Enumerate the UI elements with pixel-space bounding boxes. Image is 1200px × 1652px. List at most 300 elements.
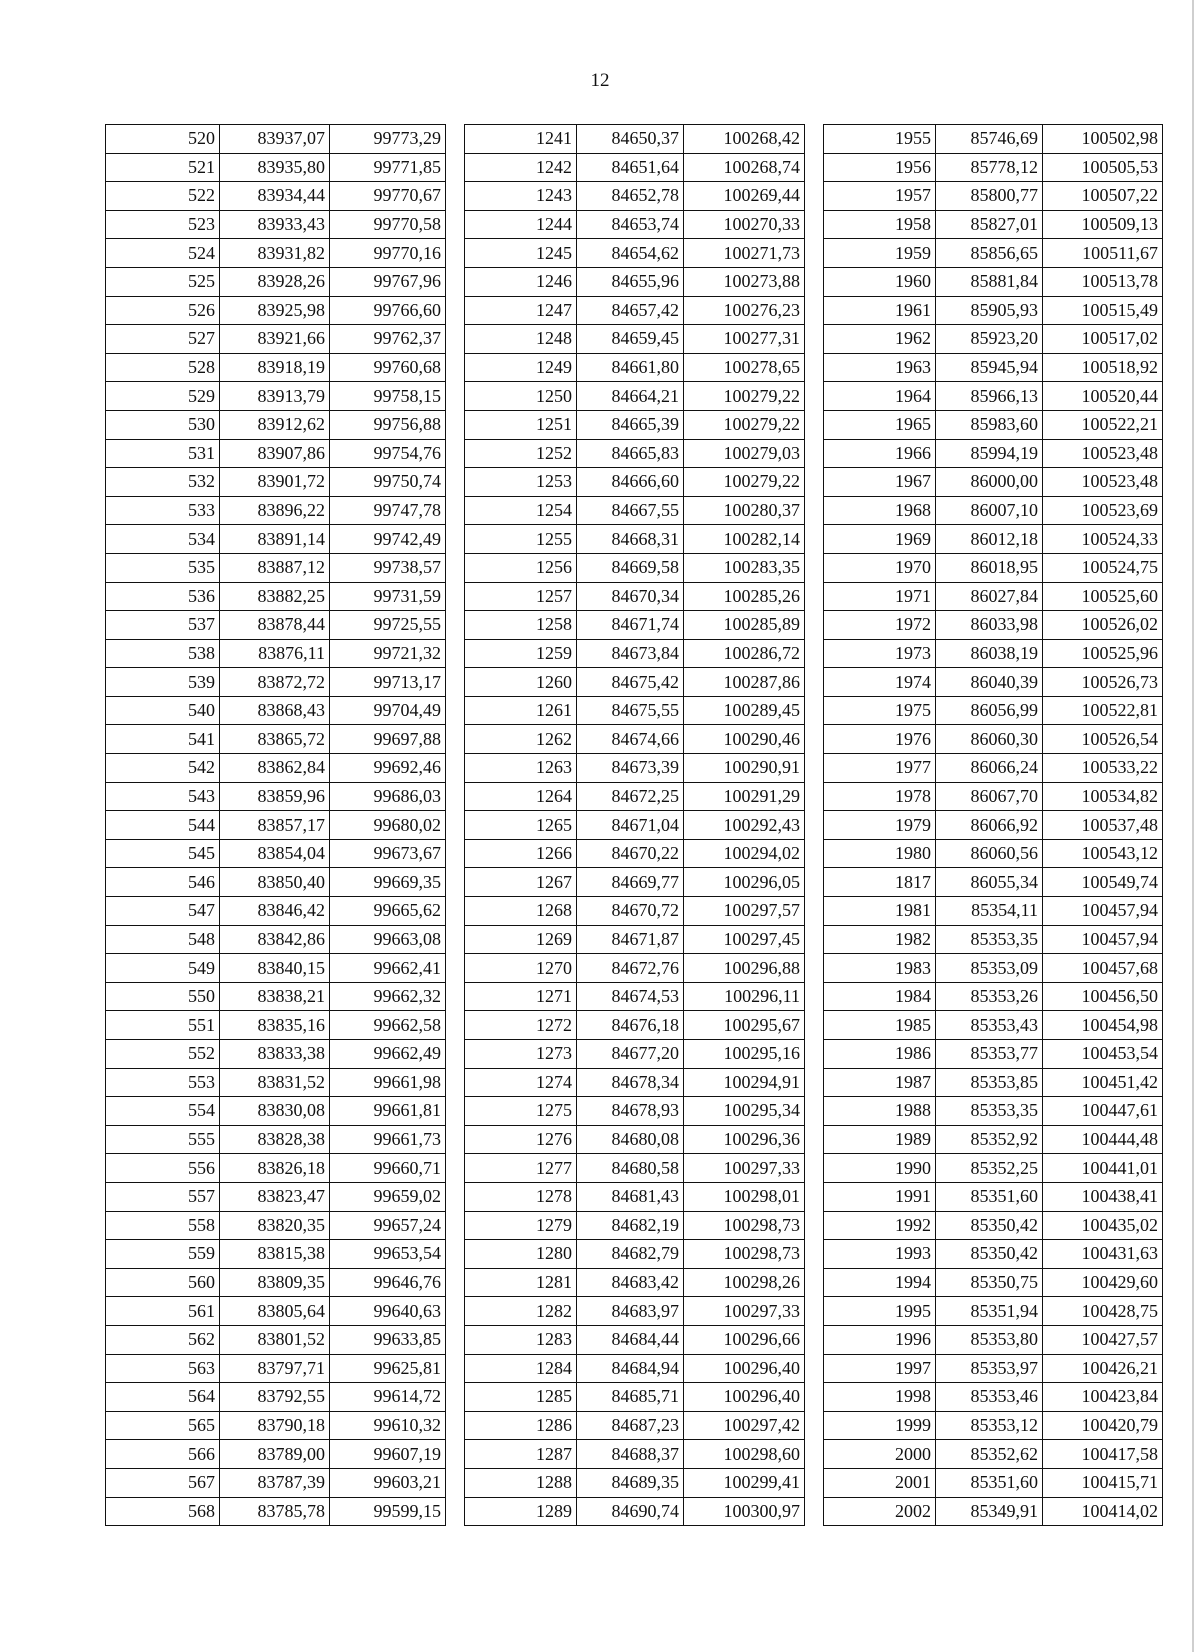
x-coordinate-cell: 83785,78 xyxy=(220,1497,330,1526)
x-coordinate-cell: 83801,52 xyxy=(220,1325,330,1354)
x-coordinate-cell: 83872,72 xyxy=(220,668,330,697)
table-row xyxy=(824,325,1163,354)
x-coordinate-cell: 84654,62 xyxy=(577,239,684,268)
x-coordinate-cell: 83878,44 xyxy=(220,611,330,640)
table-row xyxy=(106,611,446,640)
point-number-cell: 2001 xyxy=(824,1468,936,1497)
table-row xyxy=(824,982,1163,1011)
point-number-cell: 563 xyxy=(106,1354,220,1383)
point-number-cell: 520 xyxy=(106,125,220,154)
x-coordinate-cell: 83918,19 xyxy=(220,353,330,382)
coordinate-table-2 xyxy=(464,124,805,1526)
x-coordinate-cell: 83934,44 xyxy=(220,182,330,211)
y-coordinate-cell: 100271,73 xyxy=(684,239,805,268)
table-row xyxy=(106,839,446,868)
x-coordinate-cell: 85351,60 xyxy=(936,1468,1043,1497)
table-row xyxy=(465,639,805,668)
y-coordinate-cell: 100298,60 xyxy=(684,1440,805,1469)
table-row xyxy=(106,153,446,182)
x-coordinate-cell: 83925,98 xyxy=(220,296,330,325)
table-row xyxy=(824,754,1163,783)
x-coordinate-cell: 84666,60 xyxy=(577,468,684,497)
x-coordinate-cell: 86033,98 xyxy=(936,611,1043,640)
table-row xyxy=(465,353,805,382)
y-coordinate-cell: 100524,33 xyxy=(1043,525,1163,554)
table-row xyxy=(824,668,1163,697)
y-coordinate-cell: 100522,81 xyxy=(1043,696,1163,725)
point-number-cell: 1979 xyxy=(824,811,936,840)
x-coordinate-cell: 86060,30 xyxy=(936,725,1043,754)
table-row xyxy=(465,210,805,239)
y-coordinate-cell: 100294,02 xyxy=(684,839,805,868)
y-coordinate-cell: 99646,76 xyxy=(330,1268,446,1297)
y-coordinate-cell: 100441,01 xyxy=(1043,1154,1163,1183)
table-row xyxy=(465,1068,805,1097)
point-number-cell: 541 xyxy=(106,725,220,754)
table-row xyxy=(824,1468,1163,1497)
y-coordinate-cell: 99653,54 xyxy=(330,1240,446,1269)
x-coordinate-cell: 85350,42 xyxy=(936,1211,1043,1240)
point-number-cell: 1971 xyxy=(824,582,936,611)
x-coordinate-cell: 83854,04 xyxy=(220,839,330,868)
point-number-cell: 1253 xyxy=(465,468,577,497)
y-coordinate-cell: 100299,41 xyxy=(684,1468,805,1497)
table-row xyxy=(824,925,1163,954)
table-row xyxy=(106,553,446,582)
x-coordinate-cell: 83828,38 xyxy=(220,1125,330,1154)
table-row xyxy=(824,496,1163,525)
x-coordinate-cell: 86040,39 xyxy=(936,668,1043,697)
table-row xyxy=(824,811,1163,840)
table-row xyxy=(824,611,1163,640)
y-coordinate-cell: 100295,16 xyxy=(684,1040,805,1069)
coordinate-table-3 xyxy=(823,124,1163,1526)
point-number-cell: 559 xyxy=(106,1240,220,1269)
table-row xyxy=(824,1497,1163,1526)
point-number-cell: 1983 xyxy=(824,954,936,983)
y-coordinate-cell: 99760,68 xyxy=(330,353,446,382)
y-coordinate-cell: 99662,49 xyxy=(330,1040,446,1069)
y-coordinate-cell: 100524,75 xyxy=(1043,553,1163,582)
x-coordinate-cell: 84671,74 xyxy=(577,611,684,640)
table-row xyxy=(106,582,446,611)
x-coordinate-cell: 84674,66 xyxy=(577,725,684,754)
table-row xyxy=(106,525,446,554)
point-number-cell: 1956 xyxy=(824,153,936,182)
y-coordinate-cell: 99754,76 xyxy=(330,439,446,468)
y-coordinate-cell: 100292,43 xyxy=(684,811,805,840)
y-coordinate-cell: 100297,33 xyxy=(684,1154,805,1183)
point-number-cell: 1257 xyxy=(465,582,577,611)
table-row xyxy=(824,696,1163,725)
point-number-cell: 1996 xyxy=(824,1325,936,1354)
x-coordinate-cell: 85353,35 xyxy=(936,925,1043,954)
table-row xyxy=(106,239,446,268)
y-coordinate-cell: 100296,05 xyxy=(684,868,805,897)
table-row xyxy=(824,1125,1163,1154)
table-row xyxy=(465,296,805,325)
point-number-cell: 1970 xyxy=(824,553,936,582)
point-number-cell: 1280 xyxy=(465,1240,577,1269)
y-coordinate-cell: 99662,32 xyxy=(330,982,446,1011)
x-coordinate-cell: 84687,23 xyxy=(577,1411,684,1440)
y-coordinate-cell: 100295,67 xyxy=(684,1011,805,1040)
table-row xyxy=(106,296,446,325)
table-row xyxy=(824,1383,1163,1412)
y-coordinate-cell: 99680,02 xyxy=(330,811,446,840)
x-coordinate-cell: 83815,38 xyxy=(220,1240,330,1269)
y-coordinate-cell: 100502,98 xyxy=(1043,125,1163,154)
table-row xyxy=(106,1068,446,1097)
point-number-cell: 1284 xyxy=(465,1354,577,1383)
y-coordinate-cell: 100444,48 xyxy=(1043,1125,1163,1154)
table-row xyxy=(824,1040,1163,1069)
y-coordinate-cell: 100298,26 xyxy=(684,1268,805,1297)
point-number-cell: 1261 xyxy=(465,696,577,725)
x-coordinate-cell: 84661,80 xyxy=(577,353,684,382)
table-row xyxy=(106,811,446,840)
x-coordinate-cell: 84689,35 xyxy=(577,1468,684,1497)
table-row xyxy=(824,239,1163,268)
y-coordinate-cell: 100522,21 xyxy=(1043,410,1163,439)
x-coordinate-cell: 84677,20 xyxy=(577,1040,684,1069)
y-coordinate-cell: 99603,21 xyxy=(330,1468,446,1497)
x-coordinate-cell: 83933,43 xyxy=(220,210,330,239)
y-coordinate-cell: 100534,82 xyxy=(1043,782,1163,811)
x-coordinate-cell: 84678,93 xyxy=(577,1097,684,1126)
x-coordinate-cell: 84659,45 xyxy=(577,325,684,354)
table-row xyxy=(824,296,1163,325)
x-coordinate-cell: 85353,26 xyxy=(936,982,1043,1011)
x-coordinate-cell: 85905,93 xyxy=(936,296,1043,325)
y-coordinate-cell: 100290,91 xyxy=(684,754,805,783)
table-row xyxy=(106,1268,446,1297)
table-row xyxy=(106,468,446,497)
point-number-cell: 1275 xyxy=(465,1097,577,1126)
x-coordinate-cell: 84652,78 xyxy=(577,182,684,211)
table-row xyxy=(465,153,805,182)
y-coordinate-cell: 100523,69 xyxy=(1043,496,1163,525)
point-number-cell: 1259 xyxy=(465,639,577,668)
x-coordinate-cell: 83797,71 xyxy=(220,1354,330,1383)
y-coordinate-cell: 99614,72 xyxy=(330,1383,446,1412)
x-coordinate-cell: 84685,71 xyxy=(577,1383,684,1412)
y-coordinate-cell: 100507,22 xyxy=(1043,182,1163,211)
y-coordinate-cell: 100451,42 xyxy=(1043,1068,1163,1097)
x-coordinate-cell: 83928,26 xyxy=(220,267,330,296)
x-coordinate-cell: 85994,19 xyxy=(936,439,1043,468)
y-coordinate-cell: 100290,46 xyxy=(684,725,805,754)
x-coordinate-cell: 86018,95 xyxy=(936,553,1043,582)
point-number-cell: 1287 xyxy=(465,1440,577,1469)
y-coordinate-cell: 99661,98 xyxy=(330,1068,446,1097)
point-number-cell: 531 xyxy=(106,439,220,468)
table-row xyxy=(824,1211,1163,1240)
point-number-cell: 1249 xyxy=(465,353,577,382)
table-row xyxy=(465,382,805,411)
table-row xyxy=(824,1240,1163,1269)
x-coordinate-cell: 84667,55 xyxy=(577,496,684,525)
point-number-cell: 568 xyxy=(106,1497,220,1526)
y-coordinate-cell: 100454,98 xyxy=(1043,1011,1163,1040)
point-number-cell: 1242 xyxy=(465,153,577,182)
x-coordinate-cell: 83831,52 xyxy=(220,1068,330,1097)
table-row xyxy=(465,1182,805,1211)
y-coordinate-cell: 100435,02 xyxy=(1043,1211,1163,1240)
y-coordinate-cell: 100414,02 xyxy=(1043,1497,1163,1526)
table-row xyxy=(824,725,1163,754)
x-coordinate-cell: 85856,65 xyxy=(936,239,1043,268)
point-number-cell: 544 xyxy=(106,811,220,840)
x-coordinate-cell: 85945,94 xyxy=(936,353,1043,382)
table-row xyxy=(465,553,805,582)
table-row xyxy=(465,182,805,211)
x-coordinate-cell: 84653,74 xyxy=(577,210,684,239)
table-row xyxy=(465,1211,805,1240)
x-coordinate-cell: 85352,25 xyxy=(936,1154,1043,1183)
point-number-cell: 1973 xyxy=(824,639,936,668)
point-number-cell: 1288 xyxy=(465,1468,577,1497)
y-coordinate-cell: 100282,14 xyxy=(684,525,805,554)
y-coordinate-cell: 100526,54 xyxy=(1043,725,1163,754)
x-coordinate-cell: 83787,39 xyxy=(220,1468,330,1497)
y-coordinate-cell: 99770,16 xyxy=(330,239,446,268)
table-row xyxy=(465,982,805,1011)
point-number-cell: 1241 xyxy=(465,125,577,154)
x-coordinate-cell: 84676,18 xyxy=(577,1011,684,1040)
y-coordinate-cell: 99731,59 xyxy=(330,582,446,611)
x-coordinate-cell: 84680,58 xyxy=(577,1154,684,1183)
table-row xyxy=(465,267,805,296)
table-row xyxy=(106,1097,446,1126)
x-coordinate-cell: 85353,77 xyxy=(936,1040,1043,1069)
point-number-cell: 1270 xyxy=(465,954,577,983)
y-coordinate-cell: 100270,33 xyxy=(684,210,805,239)
x-coordinate-cell: 86066,92 xyxy=(936,811,1043,840)
table-row xyxy=(824,210,1163,239)
point-number-cell: 549 xyxy=(106,954,220,983)
table-row xyxy=(824,182,1163,211)
x-coordinate-cell: 83857,17 xyxy=(220,811,330,840)
table-row xyxy=(824,267,1163,296)
table-row xyxy=(106,668,446,697)
y-coordinate-cell: 100296,11 xyxy=(684,982,805,1011)
table-row xyxy=(106,267,446,296)
x-coordinate-cell: 83789,00 xyxy=(220,1440,330,1469)
point-number-cell: 1992 xyxy=(824,1211,936,1240)
table-row xyxy=(106,1354,446,1383)
y-coordinate-cell: 99756,88 xyxy=(330,410,446,439)
table-row xyxy=(106,410,446,439)
point-number-cell: 528 xyxy=(106,353,220,382)
point-number-cell: 1968 xyxy=(824,496,936,525)
point-number-cell: 1269 xyxy=(465,925,577,954)
y-coordinate-cell: 100268,74 xyxy=(684,153,805,182)
point-number-cell: 1994 xyxy=(824,1268,936,1297)
y-coordinate-cell: 100431,63 xyxy=(1043,1240,1163,1269)
x-coordinate-cell: 83876,11 xyxy=(220,639,330,668)
x-coordinate-cell: 85352,62 xyxy=(936,1440,1043,1469)
y-coordinate-cell: 100289,45 xyxy=(684,696,805,725)
point-number-cell: 1993 xyxy=(824,1240,936,1269)
page-number: 12 xyxy=(590,70,610,91)
y-coordinate-cell: 99599,15 xyxy=(330,1497,446,1526)
y-coordinate-cell: 100549,74 xyxy=(1043,868,1163,897)
point-number-cell: 1976 xyxy=(824,725,936,754)
x-coordinate-cell: 85923,20 xyxy=(936,325,1043,354)
table-row xyxy=(824,839,1163,868)
y-coordinate-cell: 100429,60 xyxy=(1043,1268,1163,1297)
point-number-cell: 545 xyxy=(106,839,220,868)
point-number-cell: 1254 xyxy=(465,496,577,525)
table-row xyxy=(106,954,446,983)
point-number-cell: 537 xyxy=(106,611,220,640)
y-coordinate-cell: 100286,72 xyxy=(684,639,805,668)
point-number-cell: 558 xyxy=(106,1211,220,1240)
y-coordinate-cell: 100518,92 xyxy=(1043,353,1163,382)
x-coordinate-cell: 83868,43 xyxy=(220,696,330,725)
table-row xyxy=(465,496,805,525)
table-row xyxy=(465,1154,805,1183)
y-coordinate-cell: 99747,78 xyxy=(330,496,446,525)
table-row xyxy=(106,696,446,725)
y-coordinate-cell: 99758,15 xyxy=(330,382,446,411)
point-number-cell: 1960 xyxy=(824,267,936,296)
point-number-cell: 1283 xyxy=(465,1325,577,1354)
point-number-cell: 1817 xyxy=(824,868,936,897)
point-number-cell: 1268 xyxy=(465,897,577,926)
table-row xyxy=(106,1040,446,1069)
x-coordinate-cell: 86000,00 xyxy=(936,468,1043,497)
y-coordinate-cell: 100423,84 xyxy=(1043,1383,1163,1412)
point-number-cell: 1255 xyxy=(465,525,577,554)
y-coordinate-cell: 100526,02 xyxy=(1043,611,1163,640)
point-number-cell: 1964 xyxy=(824,382,936,411)
point-number-cell: 1244 xyxy=(465,210,577,239)
point-number-cell: 1276 xyxy=(465,1125,577,1154)
x-coordinate-cell: 85353,85 xyxy=(936,1068,1043,1097)
y-coordinate-cell: 99663,08 xyxy=(330,925,446,954)
x-coordinate-cell: 83912,62 xyxy=(220,410,330,439)
x-coordinate-cell: 84665,39 xyxy=(577,410,684,439)
point-number-cell: 556 xyxy=(106,1154,220,1183)
point-number-cell: 1986 xyxy=(824,1040,936,1069)
point-number-cell: 1961 xyxy=(824,296,936,325)
point-number-cell: 564 xyxy=(106,1383,220,1412)
point-number-cell: 1981 xyxy=(824,897,936,926)
x-coordinate-cell: 84675,55 xyxy=(577,696,684,725)
x-coordinate-cell: 83850,40 xyxy=(220,868,330,897)
y-coordinate-cell: 100505,53 xyxy=(1043,153,1163,182)
y-coordinate-cell: 100273,88 xyxy=(684,267,805,296)
table-row xyxy=(465,1411,805,1440)
x-coordinate-cell: 83921,66 xyxy=(220,325,330,354)
x-coordinate-cell: 85353,12 xyxy=(936,1411,1043,1440)
y-coordinate-cell: 99692,46 xyxy=(330,754,446,783)
table-row xyxy=(465,468,805,497)
x-coordinate-cell: 83820,35 xyxy=(220,1211,330,1240)
point-number-cell: 1266 xyxy=(465,839,577,868)
table-row xyxy=(824,439,1163,468)
table-row xyxy=(824,954,1163,983)
y-coordinate-cell: 100457,94 xyxy=(1043,925,1163,954)
table-row xyxy=(465,1354,805,1383)
x-coordinate-cell: 83846,42 xyxy=(220,897,330,926)
y-coordinate-cell: 100415,71 xyxy=(1043,1468,1163,1497)
x-coordinate-cell: 85351,94 xyxy=(936,1297,1043,1326)
table-row xyxy=(824,125,1163,154)
y-coordinate-cell: 100457,94 xyxy=(1043,897,1163,926)
table-row xyxy=(465,1383,805,1412)
table-row xyxy=(106,639,446,668)
point-number-cell: 524 xyxy=(106,239,220,268)
point-number-cell: 1278 xyxy=(465,1182,577,1211)
table-row xyxy=(106,1240,446,1269)
x-coordinate-cell: 85778,12 xyxy=(936,153,1043,182)
point-number-cell: 1984 xyxy=(824,982,936,1011)
x-coordinate-cell: 84673,84 xyxy=(577,639,684,668)
y-coordinate-cell: 100537,48 xyxy=(1043,811,1163,840)
x-coordinate-cell: 84669,58 xyxy=(577,553,684,582)
x-coordinate-cell: 86060,56 xyxy=(936,839,1043,868)
x-coordinate-cell: 85827,01 xyxy=(936,210,1043,239)
x-coordinate-cell: 84683,42 xyxy=(577,1268,684,1297)
table-row xyxy=(465,1268,805,1297)
y-coordinate-cell: 100276,23 xyxy=(684,296,805,325)
x-coordinate-cell: 85354,11 xyxy=(936,897,1043,926)
x-coordinate-cell: 83896,22 xyxy=(220,496,330,525)
table-row xyxy=(824,897,1163,926)
x-coordinate-cell: 85966,13 xyxy=(936,382,1043,411)
point-number-cell: 552 xyxy=(106,1040,220,1069)
table-row xyxy=(824,1011,1163,1040)
point-number-cell: 527 xyxy=(106,325,220,354)
y-coordinate-cell: 100523,48 xyxy=(1043,439,1163,468)
point-number-cell: 1247 xyxy=(465,296,577,325)
table-row xyxy=(106,1411,446,1440)
y-coordinate-cell: 100279,22 xyxy=(684,468,805,497)
x-coordinate-cell: 84668,31 xyxy=(577,525,684,554)
point-number-cell: 1995 xyxy=(824,1297,936,1326)
point-number-cell: 533 xyxy=(106,496,220,525)
x-coordinate-cell: 84683,97 xyxy=(577,1297,684,1326)
y-coordinate-cell: 100457,68 xyxy=(1043,954,1163,983)
y-coordinate-cell: 99770,58 xyxy=(330,210,446,239)
point-number-cell: 1998 xyxy=(824,1383,936,1412)
y-coordinate-cell: 100287,86 xyxy=(684,668,805,697)
table-row xyxy=(824,1182,1163,1211)
table-row xyxy=(106,1297,446,1326)
table-row xyxy=(106,754,446,783)
point-number-cell: 1243 xyxy=(465,182,577,211)
point-number-cell: 1958 xyxy=(824,210,936,239)
x-coordinate-cell: 83842,86 xyxy=(220,925,330,954)
point-number-cell: 1256 xyxy=(465,553,577,582)
x-coordinate-cell: 86007,10 xyxy=(936,496,1043,525)
coordinate-table-1 xyxy=(105,124,446,1526)
y-coordinate-cell: 100515,49 xyxy=(1043,296,1163,325)
y-coordinate-cell: 99661,73 xyxy=(330,1125,446,1154)
table-row xyxy=(106,925,446,954)
table-row xyxy=(824,582,1163,611)
point-number-cell: 565 xyxy=(106,1411,220,1440)
x-coordinate-cell: 83809,35 xyxy=(220,1268,330,1297)
x-coordinate-cell: 83859,96 xyxy=(220,782,330,811)
x-coordinate-cell: 83838,21 xyxy=(220,982,330,1011)
y-coordinate-cell: 100297,45 xyxy=(684,925,805,954)
y-coordinate-cell: 99659,02 xyxy=(330,1182,446,1211)
point-number-cell: 1263 xyxy=(465,754,577,783)
